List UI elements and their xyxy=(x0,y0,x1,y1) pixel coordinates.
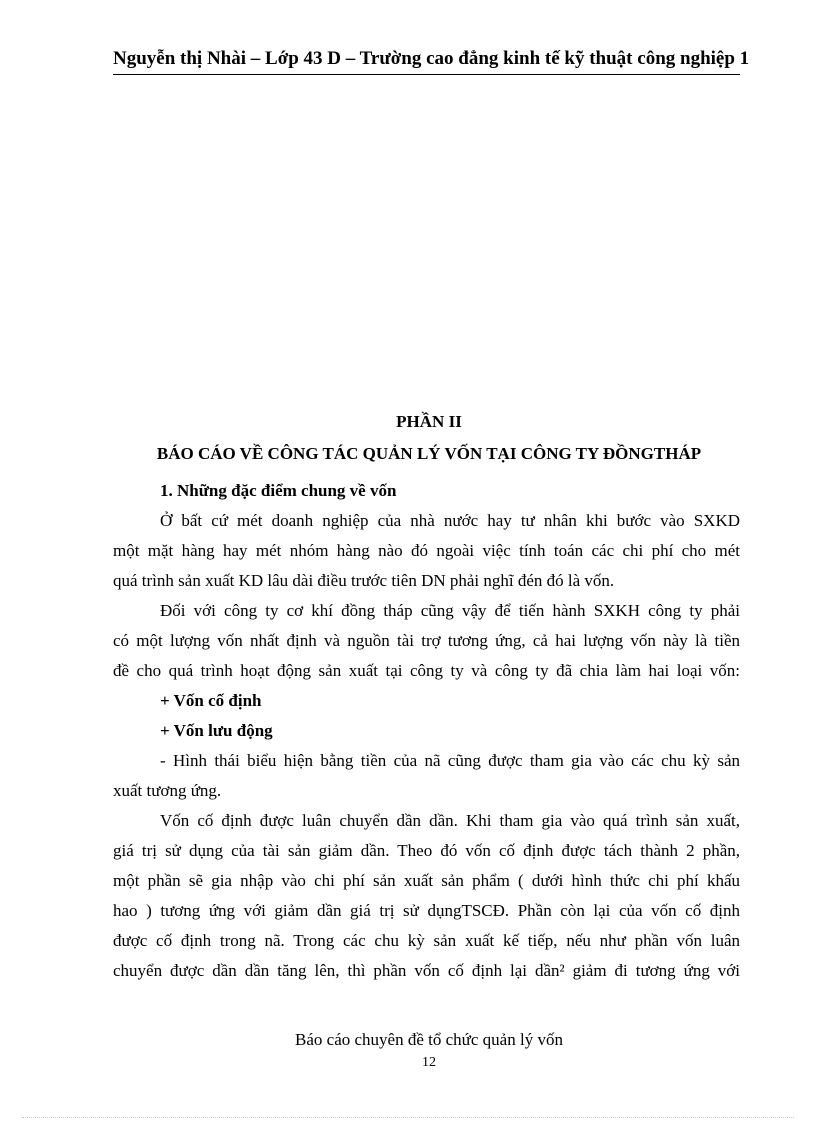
bullet-item: + Vốn cố định xyxy=(160,691,262,710)
paragraph-line: hao ) tương ứng với giảm dần giá trị sử dụngTSCĐ. Phần còn lại của vốn cố định xyxy=(113,901,740,920)
paragraph-line: - Hình thái biểu hiện bằng tiền của nã cũng được tham gia vào các chu kỳ sản xyxy=(160,751,740,770)
paragraph-line: một mặt hàng hay mét nhóm hàng nào đó ngoài việc tính toán các chi phí cho mét xyxy=(113,541,740,560)
section-title: BÁO CÁO VỀ CÔNG TÁC QUẢN LÝ VỐN TẠI CÔNG TY ĐỒNGTHÁP xyxy=(156,444,702,463)
paragraph-line: được cố định trong nã. Trong các chu kỳ sản xuất kế tiếp, nếu như phần vốn luân xyxy=(113,931,740,950)
paragraph-line: Ở bất cứ mét doanh nghiệp của nhà nước hay tư nhân khi bước vào SXKD xyxy=(160,511,740,530)
paragraph-line: chuyển được dần dần tăng lên, thì phần vốn cố định lại dần² giảm đi tương ứng với xyxy=(113,961,740,980)
heading-1: 1. Những đặc điểm chung về vốn xyxy=(160,481,397,500)
running-header: Nguyễn thị Nhài – Lớp 43 D – Trường cao đẳng kinh tế kỹ thuật công nghiệp 1 xyxy=(113,48,740,75)
paragraph-line: một phần sẽ gia nhập vào chi phí sản xuất sản phẩm ( dưới hình thức chi phí khấu xyxy=(113,871,740,890)
page-number: 12 xyxy=(422,1055,436,1070)
document-body xyxy=(113,476,740,986)
part-title: PHẦN II xyxy=(396,412,462,431)
paragraph-line: Vốn cố định được luân chuyển dần dần. Khi tham gia vào quá trình sản xuất, xyxy=(160,811,740,830)
paragraph-line: giá trị sử dụng của tài sản giảm dần. Theo đó vốn cố định được tách thành 2 phần, xyxy=(113,841,740,860)
page-bottom-border xyxy=(22,1117,794,1118)
paragraph-line: quá trình sản xuất KD lâu dài điều trước tiên DN phải nghĩ đén đó là vốn. xyxy=(113,571,615,590)
bullet-item: + Vốn lưu động xyxy=(160,721,273,740)
paragraph-line: Đối với công ty cơ khí đồng tháp cũng vậy để tiến hành SXKH công ty phải xyxy=(160,601,740,620)
paragraph-line: có một lượng vốn nhất định và nguồn tài trợ tương ứng, cả hai lượng vốn này là tiền xyxy=(113,631,740,650)
running-footer: Báo cáo chuyên đề tổ chức quản lý vốn xyxy=(295,1030,563,1049)
paragraph-line: đề cho quá trình hoạt động sản xuất tại công ty và công ty đã chia làm hai loại vốn: xyxy=(113,661,740,680)
paragraph-line: xuất tương ứng. xyxy=(113,781,222,800)
